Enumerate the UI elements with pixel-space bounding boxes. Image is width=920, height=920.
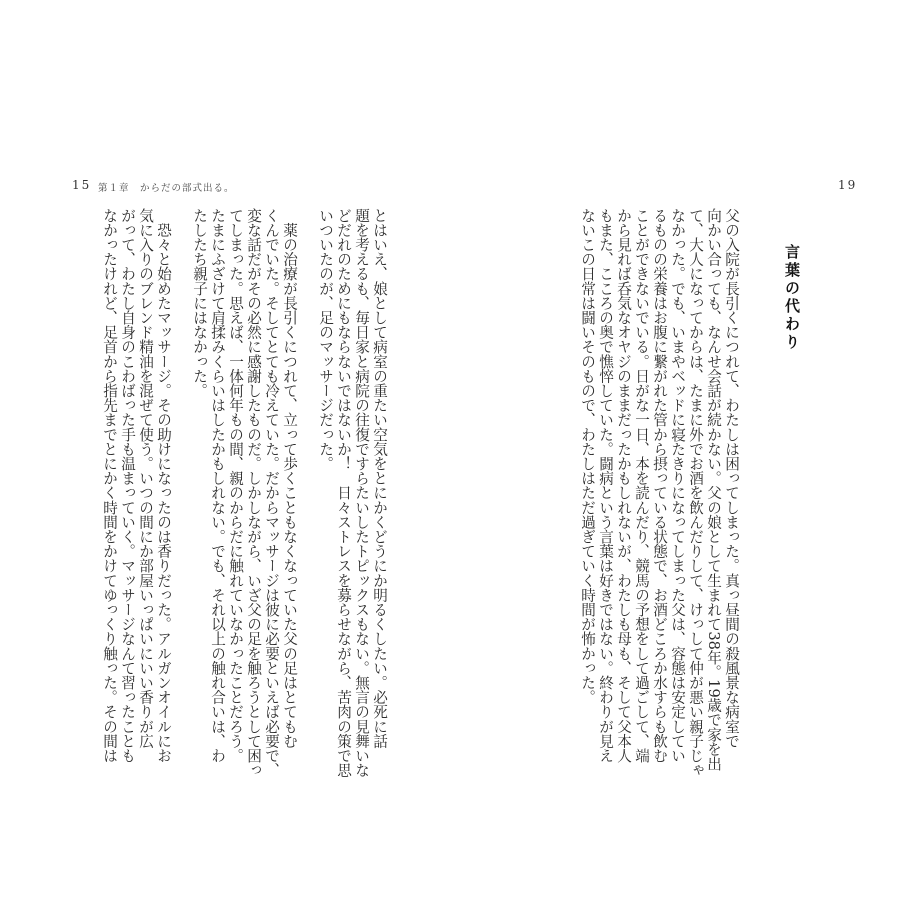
- text-line: 気に入りのブレンド精油を混ぜて使う。いつの間にか部屋いっぱいにいい香りが広: [137, 208, 154, 749]
- running-head: 第１章 からだの部式出る。: [98, 183, 235, 194]
- text-line: 薬の治療が長引くにつれて、立って歩くこともなくなっていた父の足はとてもむ: [281, 208, 298, 749]
- text-line: とはいえ、娘として病室の重たい空気をとにかくどうにか明るくしたい。必死に話: [371, 208, 388, 749]
- text-line: 恐々と始めたマッサージ。その助けになったのは香りだった。アルガンオイルにお: [155, 208, 172, 763]
- text-line: たまにふざけて肩揉みくらいはしたかもしれない。でも、それ以上の触れ合いは、わ: [209, 208, 226, 763]
- section-heading: 言葉の代わり: [783, 244, 801, 352]
- right-page: [460, 0, 920, 920]
- text-line: るものの栄養はお腹に繋がれた管から摂っている状態で、お酒どころか水すらも飲む: [651, 208, 668, 763]
- text-line: 題を考えるも、毎日家と病院の往復ですらたいしたトピックスもない。無言の見舞いな: [353, 208, 370, 778]
- text-line: くんでいた。そしてとても冷えていた。だからマッサージは彼に必要といえば必要で、: [263, 208, 280, 778]
- text-line: なかったけれど、足首から指先までとにかく時間をかけてゆっくり触った。その間は: [101, 208, 118, 763]
- text-line: ないこの日常は闘いそのもので、わたしはただ過ぎていく時間が怖かった。: [579, 208, 596, 705]
- text-line: 向かい合っても、なんせ会話が続かない。父の娘として生まれて38年。19歳で家を出: [705, 208, 722, 771]
- text-line: がって、わたし自身のこわばった手も温まっていく。マッサージなんて習ったことも: [119, 208, 136, 763]
- text-line: どだれのためにもならないではないか！ 日々ストレスを募らせながら、苦肉の策で思: [335, 208, 352, 778]
- text-line: もまた、こころの奥で憔悴していた。闘病という言葉は好きではない。終わりが見え: [597, 208, 614, 763]
- page-number-right: 19: [838, 178, 858, 192]
- text-line: たしたち親子にはなかった。: [191, 208, 208, 398]
- text-line: 父の入院が長引くにつれて、わたしは困ってしまった。真っ昼間の殺風景な病室で: [723, 208, 740, 749]
- text-line: いついたのが、足のマッサージだった。: [317, 208, 334, 471]
- text-line: ことができないでいる。日がな一日、本を読んだり、競馬の予想をして過ごして、端: [633, 208, 650, 763]
- text-line: て、大人になってからは、たまに外でお酒を飲んだりして、けっして仲が悪い親子じゃ: [687, 208, 704, 778]
- page-number-left: 15: [72, 178, 92, 192]
- text-line: てしまった。思えば、一体何年もの間、親のからだに触れていなかったことだろう。: [227, 208, 244, 763]
- text-line: なかった。でも、いまやベッドに寝たきりになってしまった父は、容態は安定してい: [669, 208, 686, 763]
- text-line: 変な話だがその必然に感謝したものだ。しかしながら、いざ父の足を触ろうとして困っ: [245, 208, 262, 778]
- text-line: から見れば呑気なオヤジのままだったかもしれないが、わたしも母も、そして父本人: [615, 208, 632, 763]
